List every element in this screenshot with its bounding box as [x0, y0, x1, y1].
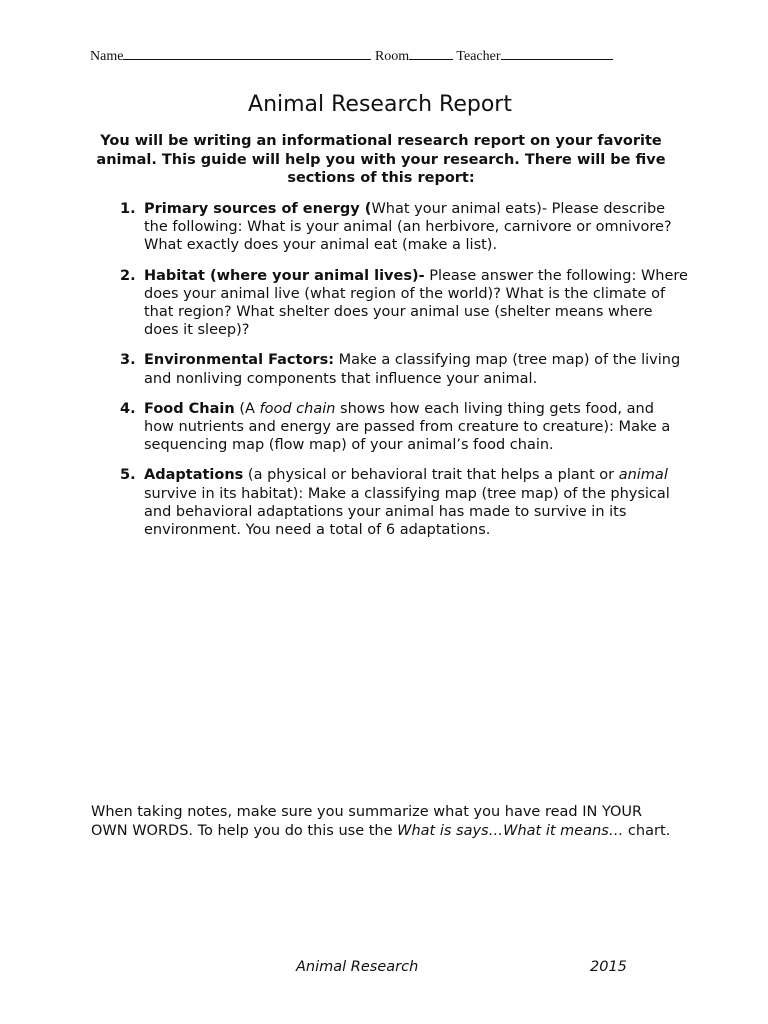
section-text: Make a classifying map (tree map) of the living and nonliving components that influence your animal.	[144, 352, 681, 387]
name-blank[interactable]	[123, 47, 371, 60]
section-heading: Food Chain	[144, 400, 235, 417]
section-item-primary-energy	[118, 200, 688, 255]
section-number: 5.	[120, 467, 136, 484]
section-number: 4.	[120, 400, 136, 417]
notes-text: When taking notes, make sure you summarize what you have read IN YOUR OWN WORDS. To help you do this use the	[91, 804, 643, 839]
name-label: Name	[90, 49, 124, 64]
section-text-emphasis: food chain	[259, 400, 336, 417]
intro-paragraph: You will be writing an informational research report on your favorite animal. This guide will help you with your research. There will be five sections of this report:	[96, 133, 666, 186]
section-item-adaptations	[118, 466, 688, 539]
footer-title: Animal Research	[296, 959, 419, 975]
section-text: shows how each living thing gets food, and how nutrients and energy are passed from creature to creature): Make a sequencing map (flow map) of your animal’s food chain.	[144, 400, 671, 454]
room-label: Room	[371, 49, 410, 64]
room-blank[interactable]	[409, 47, 453, 60]
section-heading: Environmental Factors:	[144, 352, 334, 369]
report-sections-list	[118, 200, 688, 551]
section-text: What your animal eats)- Please describe the following: What is your animal (an herbivore, carnivore or omnivore? What exactly does your animal eat (make a list).	[144, 201, 672, 254]
notes-text: chart.	[623, 822, 671, 839]
note-taking-paragraph	[91, 803, 681, 840]
section-item-environmental-factors	[118, 351, 688, 387]
page-title: Animal Research Report	[248, 92, 512, 117]
teacher-label: Teacher	[453, 49, 501, 64]
section-number: 1.	[120, 201, 136, 217]
footer-year: 2015	[590, 959, 627, 975]
section-text: (a physical or behavioral trait that helps a plant or	[243, 467, 619, 484]
teacher-blank[interactable]	[501, 47, 613, 60]
section-heading: Primary sources of energy (	[144, 201, 372, 217]
section-heading: Habitat (where your animal lives)-	[144, 267, 425, 284]
chart-name-emphasis: What is says…What it means…	[397, 822, 624, 839]
student-info-line	[90, 47, 650, 66]
section-number: 2.	[120, 267, 136, 284]
section-number: 3.	[120, 352, 136, 369]
section-item-habitat	[118, 267, 688, 340]
section-item-food-chain	[118, 400, 688, 455]
section-text: survive in its habitat): Make a classifying map (tree map) of the physical and behavioral adaptations your animal has made to survive in its environment. You need a total of 6 adaptations.	[144, 485, 670, 539]
section-text-emphasis: animal	[618, 467, 668, 484]
section-text: (A	[234, 400, 260, 417]
section-text: Please answer the following: Where does your animal live (what region of the world)? What is the climate of that region? What shelter does your animal use (shelter means where does it sleep)?	[144, 267, 688, 339]
section-heading: Adaptations	[144, 467, 244, 484]
